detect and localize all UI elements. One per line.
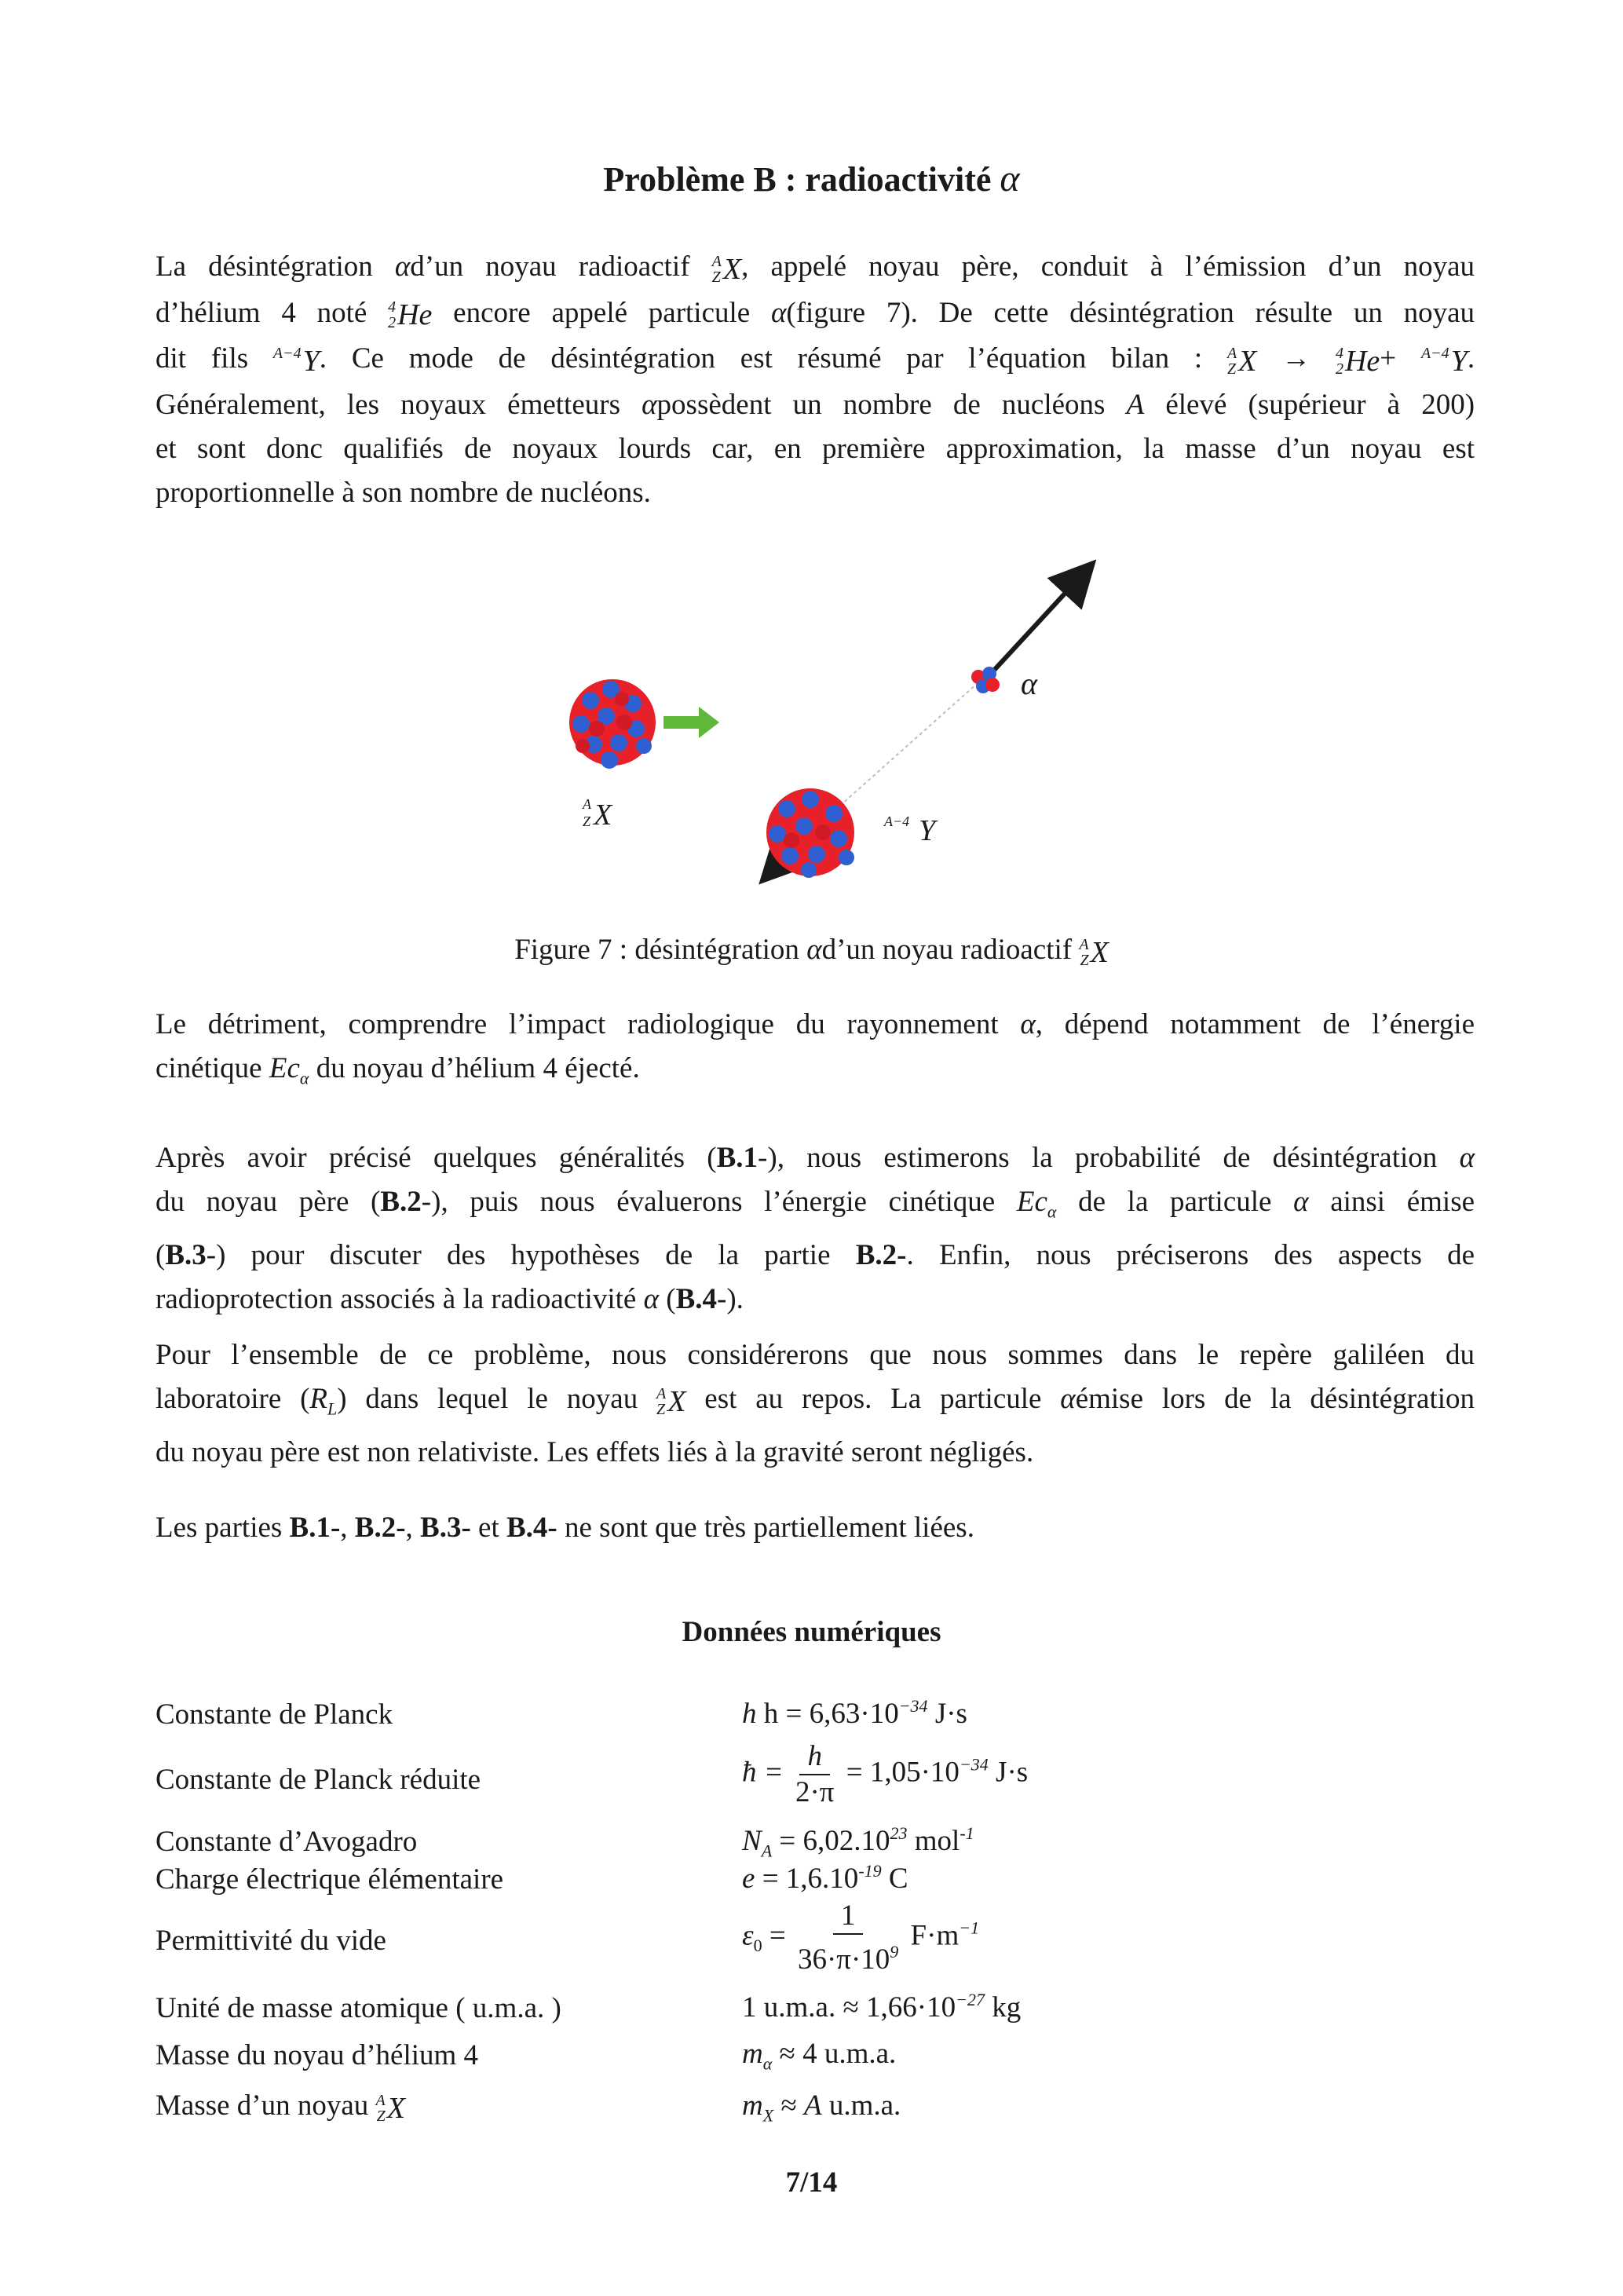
avogadro-label: Constante d’Avogadro	[155, 1826, 418, 1858]
intro-text: . Ce mode de désintégration est résumé par l’équation bilan :	[319, 342, 1203, 375]
page-title	[0, 157, 1623, 200]
uma-label: Unité de masse atomique ( u.m.a. )	[155, 1992, 561, 2024]
avogadro-value: $N_A = 6,02.10^{23}$ mol$^{-1}$	[742, 1823, 974, 1861]
parts-sentence: Les parties B.1-, B.2-, B.3- et B.4- ne sont que très partiellement liées.	[155, 1512, 974, 1544]
permittivity-value: $\varepsilon_0$ = $\frac{1}{36\cdot\pi\cdot 10^9}$ $F\cdot m^{-1}$	[742, 1899, 980, 1976]
frame-paragraph: Pour l’ensemble de ce problème, nous considérerons que nous sommes dans le repère galiléen du laboratoire $(R_L)$ dans lequel le noyau A Z X est au repos. La particule αémise lors de la désintégration du noyau père est non relativiste. Les effets liés à la gravité seront négligés.	[155, 1339, 1475, 1469]
helium-mass-label: Masse du noyau d’hélium 4	[155, 2039, 479, 2071]
alpha-velocity-arrow	[989, 573, 1084, 675]
nucleus-mass-value: $m_X \approx A$ u.m.a.	[742, 2089, 901, 2126]
alpha-label: α	[1021, 666, 1037, 701]
data-heading: Données numériques	[682, 1616, 941, 1648]
permittivity-label: Permittivité du vide	[155, 1925, 386, 1957]
nucleus-Y: A−4 Y	[272, 344, 320, 378]
green-arrow	[663, 707, 719, 738]
planck-value: h $h = 6,63\cdot 10^{-34}$ J·s	[742, 1696, 967, 1730]
intro-text: , appelé noyau père, conduit à l’émission d’un noyau	[741, 250, 1475, 283]
intro-text: proportionnelle à son nombre de nucléons.	[155, 476, 651, 509]
decay-equation: A Z X → 4 2 He + A−4 Y .	[1226, 342, 1475, 378]
intro-text: élevé (supérieur à 200)	[1165, 388, 1475, 421]
alpha-particle	[971, 667, 1000, 693]
helium-mass-value: $m_\alpha \approx 4$ u.m.a.	[742, 2038, 897, 2074]
daughter-label: Y	[919, 814, 936, 847]
intro-text: (figure 7). De cette désintégration résulte un noyau	[786, 296, 1475, 329]
title-text: Problème B : radioactivité	[603, 160, 992, 199]
nucleus-mass-label: Masse d’un noyau A Z X	[155, 2089, 405, 2125]
intro-text: Généralement, les noyaux émetteurs	[155, 388, 620, 421]
parent-label-A: A	[583, 796, 591, 812]
uma-value: 1 u.m.a. ≈ $1,66\cdot 10^{-27}$ kg	[742, 1990, 1022, 2024]
charge-label: Charge électrique élémentaire	[155, 1863, 504, 1896]
daughter-label-A: A−4	[884, 813, 910, 829]
alpha-symbol: α	[394, 250, 411, 283]
intro-text: et sont donc qualifiés de noyaux lourds car, en première approximation, la masse d’un noyau est	[155, 432, 1475, 465]
nucleus-AZX: A Z X	[711, 252, 742, 286]
intro-text: d’hélium 4 noté	[155, 296, 367, 329]
parent-nucleus	[569, 679, 656, 769]
A-symbol: A	[1126, 388, 1145, 421]
intro-text: dit fils	[155, 342, 249, 375]
detriment-paragraph: Le détriment, comprendre l’impact radiologique du rayonnement α, dépend notamment de l’énergie cinétique $Ec_\alpha$ du noyau d’hélium 4 éjecté.	[155, 1008, 1475, 1088]
intro-text: La désintégration	[155, 250, 373, 283]
nucleus-He: 4 2 He	[388, 298, 433, 332]
page-number: 7/14	[785, 2166, 838, 2199]
decay-figure	[534, 550, 1131, 911]
alpha-symbol: α	[642, 388, 657, 421]
intro-paragraph	[155, 245, 1475, 515]
plan-paragraph: Après avoir précisé quelques généralités (B.1-), nous estimerons la probabilité de désintégration α du noyau père (B.2-), puis nous évaluerons l’énergie cinétique $Ec_\alpha$ de la particule α ainsi émise (B.3-) pour discuter des hypothèses de la partie B.2-. Enfin, nous préciserons des aspects de radioprotection associés à la radioactivité α (B.4-).	[155, 1142, 1475, 1316]
alpha-symbol: α	[770, 296, 787, 329]
intro-text: d’un noyau radioactif	[410, 250, 690, 283]
intro-text: encore appelé particule	[453, 296, 751, 329]
parent-label-Z: Z	[583, 813, 591, 829]
planck-label: Constante de Planck	[155, 1698, 393, 1731]
hbar-label: Constante de Planck réduite	[155, 1764, 481, 1796]
charge-value: $e = 1,6.10^{-19}$ C	[742, 1861, 908, 1895]
hbar-value: ħ = $\frac{h}{2\cdot\pi}$ = $1,05\cdot 10^{-34}$ J·s	[742, 1740, 1029, 1808]
parent-label: X	[594, 799, 612, 832]
figure-caption: Figure 7 : désintégration αd’un noyau radioactif A Z X	[514, 934, 1109, 969]
title-alpha: α	[1000, 158, 1020, 199]
intro-text: possèdent un nombre de nucléons	[656, 388, 1106, 421]
